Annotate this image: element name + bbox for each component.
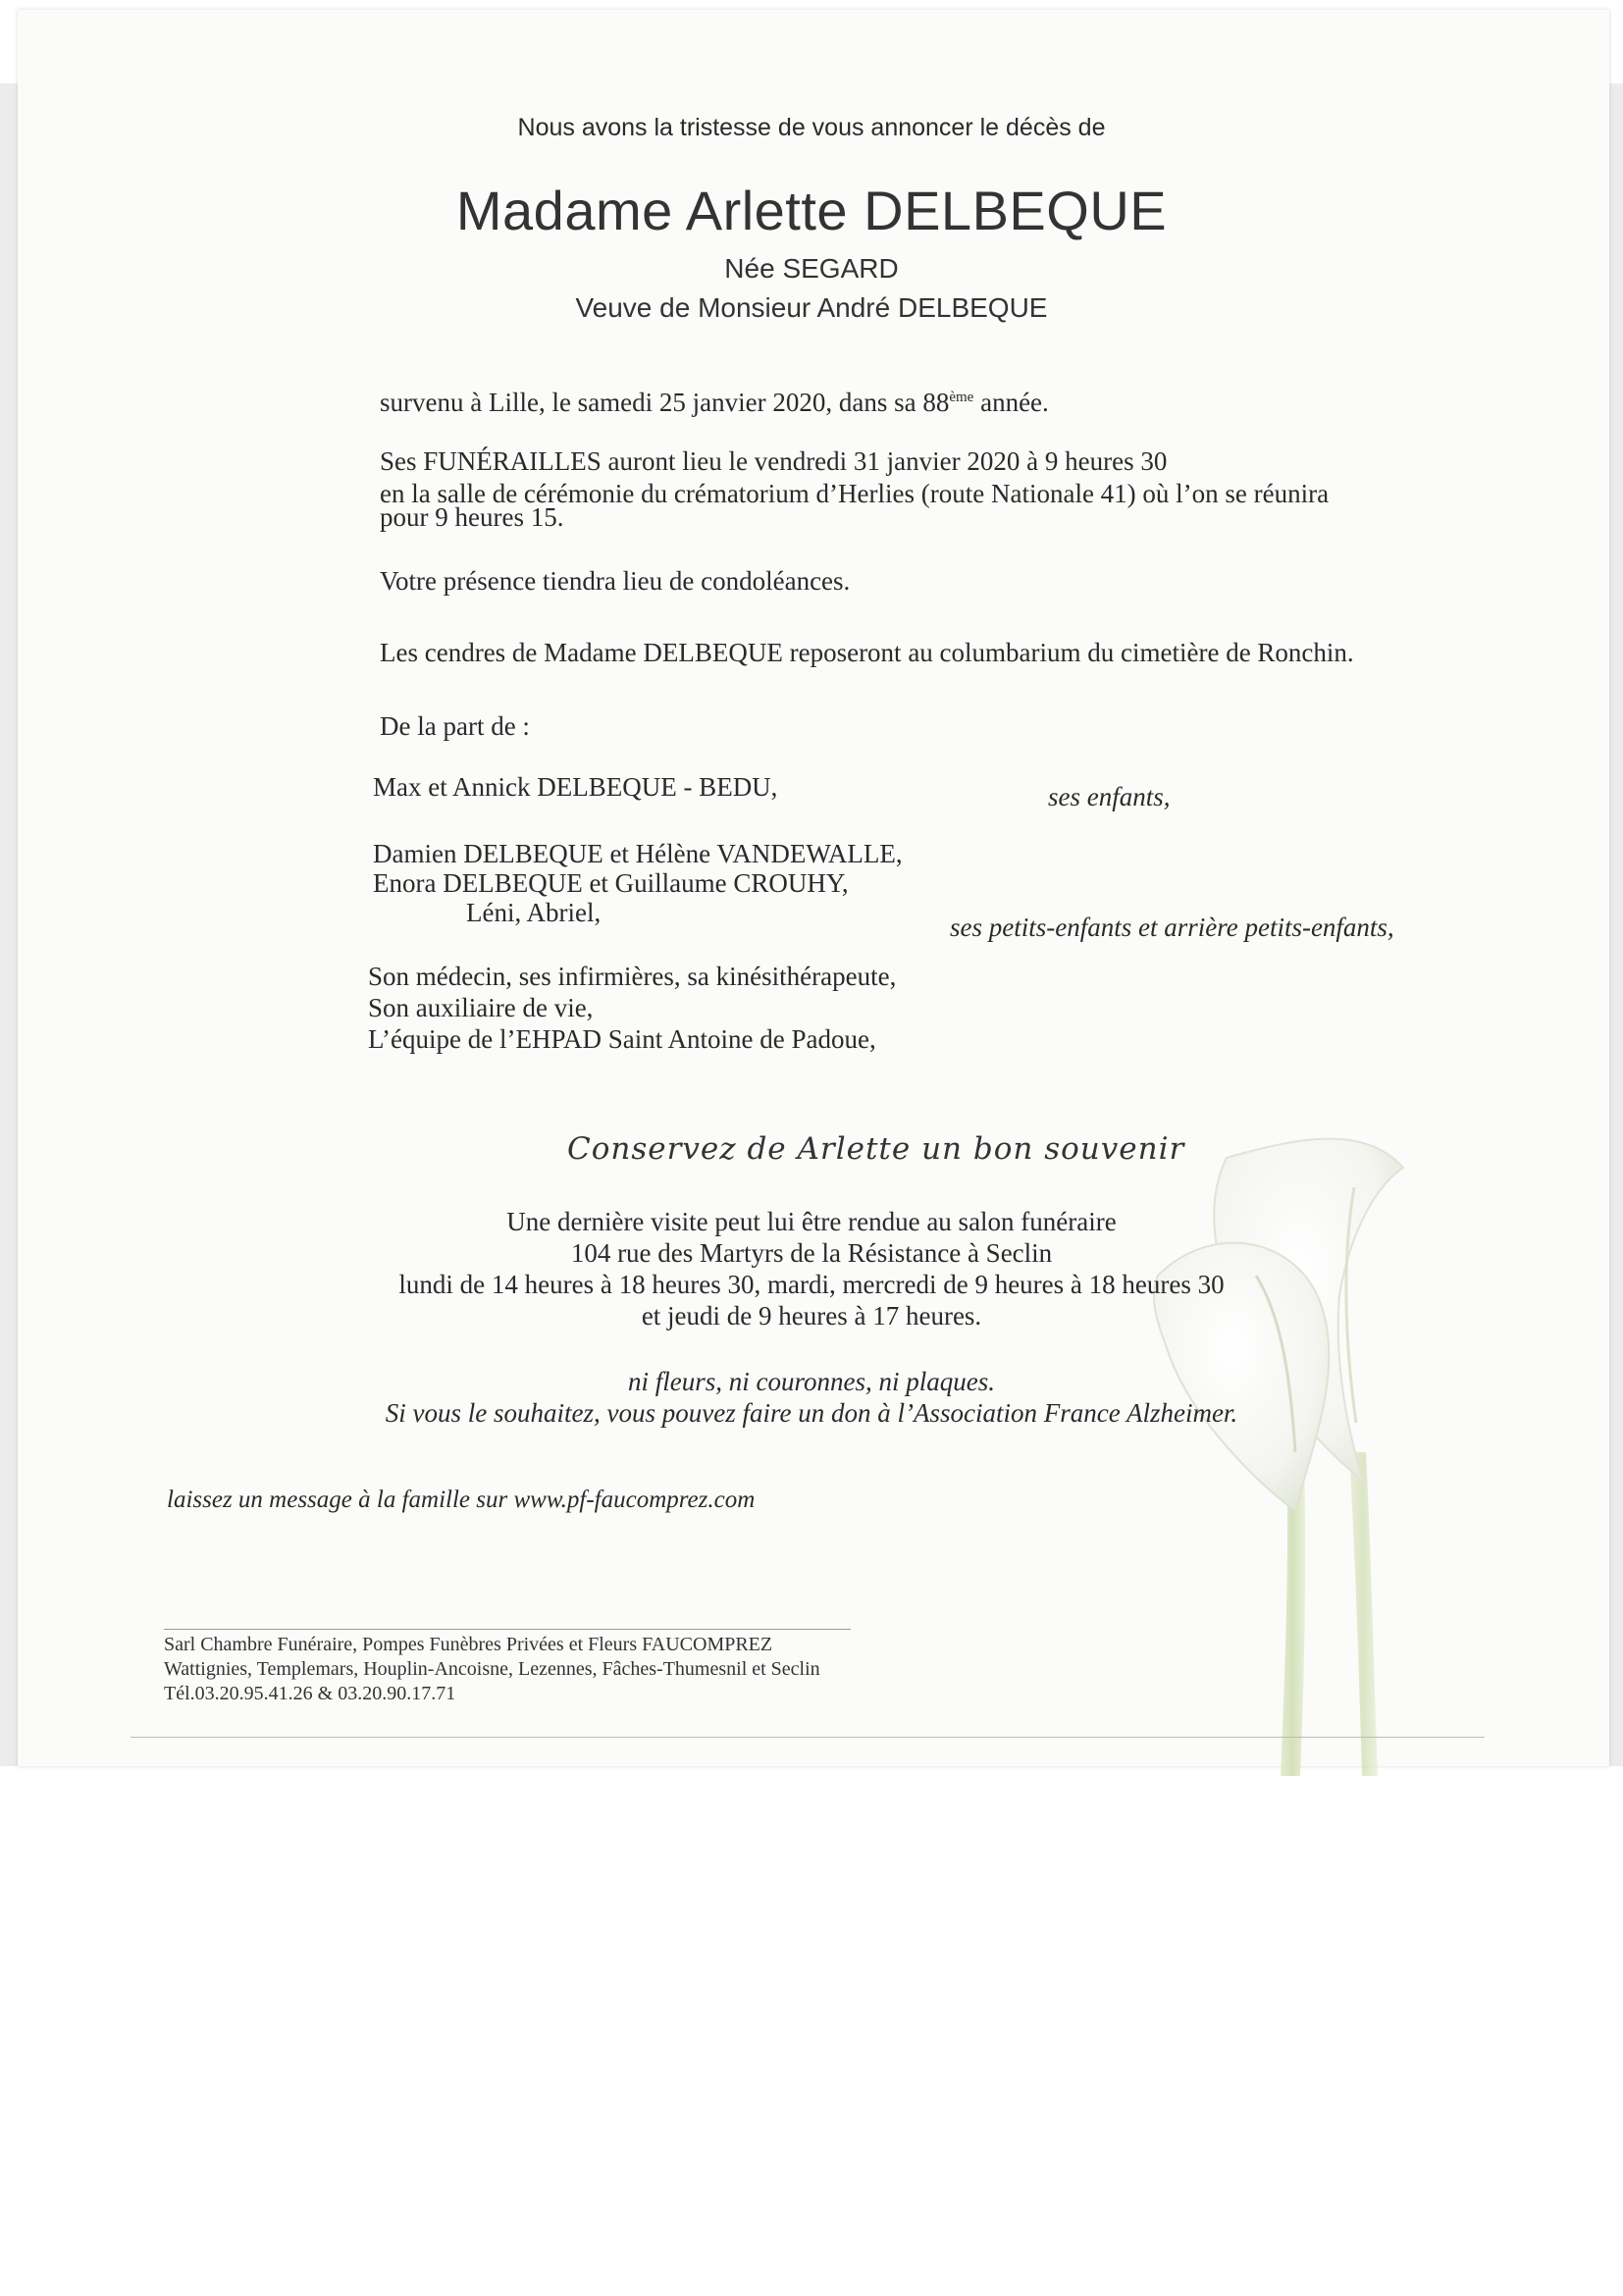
- flowers-text: ni fleurs, ni couronnes, ni plaques.: [628, 1367, 995, 1396]
- children-names: Max et Annick DELBEQUE - BEDU,: [373, 772, 778, 802]
- visit-line-2: 104 rue des Martyrs de la Résistance à Seclin: [570, 1238, 1053, 1268]
- others-line-1: Son médecin, ses infirmières, sa kinésithérapeute,: [368, 962, 897, 991]
- grandchildren-relation: ses petits-enfants et arrière petits-enfants,: [950, 913, 1394, 942]
- donation-text: Si vous le souhaitez, vous pouvez faire un don à l’Association France Alzheimer.: [385, 1398, 1238, 1428]
- grandchild-line-3: Léni, Abriel,: [466, 898, 602, 927]
- footer-line-2: Wattignies, Templemars, Houplin-Ancoisne, Lezennes, Fâches-Thumesnil et Seclin: [164, 1658, 820, 1680]
- funeral-line-3: pour 9 heures 15.: [380, 502, 564, 532]
- grandchild-line-2: Enora DELBEQUE et Guillaume CROUHY,: [373, 868, 849, 898]
- from-label: De la part de :: [380, 711, 530, 741]
- bottom-rule: [131, 1737, 1485, 1738]
- footer-top-rule: [164, 1629, 851, 1630]
- others-line-3: L’équipe de l’EHPAD Saint Antoine de Padoue,: [368, 1024, 876, 1054]
- condolences-text: Votre présence tiendra lieu de condoléances.: [380, 566, 851, 596]
- others-line-2: Son auxiliaire de vie,: [368, 993, 594, 1022]
- grandchild-line-1: Damien DELBEQUE et Hélène VANDEWALLE,: [373, 839, 903, 868]
- death-date-line: survenu à Lille, le samedi 25 janvier 2020, dans sa 88ème année.: [380, 388, 1049, 417]
- footer-line-1: Sarl Chambre Funéraire, Pompes Funèbres Privées et Fleurs FAUCOMPREZ: [164, 1634, 773, 1655]
- deceased-name: Madame Arlette DELBEQUE: [455, 180, 1168, 241]
- visit-line-1: Une dernière visite peut lui être rendue au salon funéraire: [506, 1207, 1117, 1236]
- funeral-line-1: Ses FUNÉRAILLES auront lieu le vendredi 31 janvier 2020 à 9 heures 30: [380, 446, 1168, 476]
- message-text: laissez un message à la famille sur www.pf-faucomprez.com: [167, 1487, 756, 1513]
- visit-line-4: et jeudi de 9 heures à 17 heures.: [641, 1301, 982, 1331]
- souvenir-text: Conservez de Arlette un bon souvenir: [567, 1131, 1185, 1167]
- maiden-name: Née SEGARD: [724, 253, 899, 284]
- funeral-line-2: en la salle de cérémonie du crématorium d’Herlies (route Nationale 41) où l’on se réunira: [380, 479, 1330, 508]
- intro-text: Nous avons la tristesse de vous annoncer le décès de: [517, 114, 1106, 141]
- footer-line-3: Tél.03.20.95.41.26 & 03.20.90.17.71: [164, 1683, 456, 1704]
- children-relation: ses enfants,: [1048, 782, 1171, 811]
- visit-line-3: lundi de 14 heures à 18 heures 30, mardi, mercredi de 9 heures à 18 heures 30: [398, 1270, 1225, 1299]
- widow-of: Veuve de Monsieur André DELBEQUE: [575, 292, 1048, 323]
- ashes-text: Les cendres de Madame DELBEQUE reposeront au columbarium du cimetière de Ronchin.: [380, 638, 1354, 667]
